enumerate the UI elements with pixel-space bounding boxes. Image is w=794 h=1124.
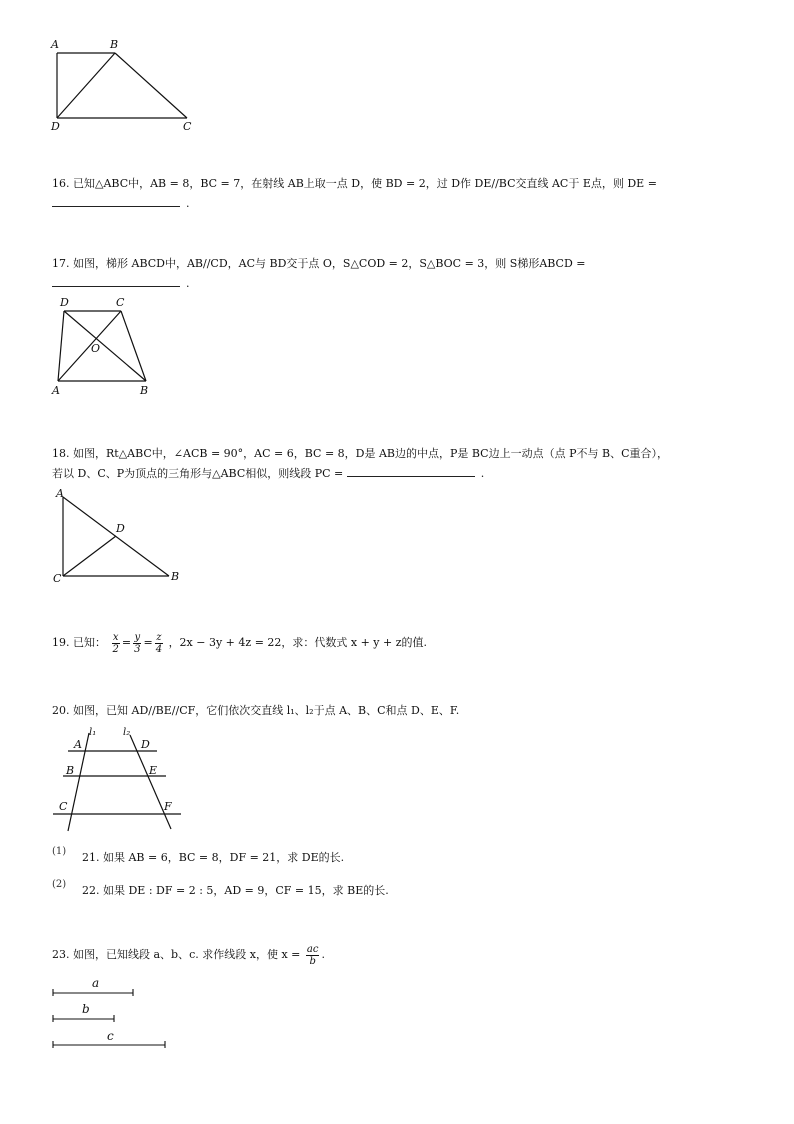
line-label-l1: l₁ [89, 727, 97, 738]
question-text: 已知△ABC中，AB = 8，BC = 7，在射线 AB上取一点 D，使 BD = 2，过 D作 DE//BC交直线 AC于 E点，则 DE = [73, 177, 657, 190]
point-label-o: O [91, 342, 101, 355]
question-number: 16. [52, 177, 70, 190]
question-19: 19. 已知： $\frac{x}{2}$ = $\frac{y}{3}$ = $\frac{z}{4}$ ，2x − 3y + 4z = 22，求：代数式 x + y + z的值. [52, 631, 428, 655]
fraction-y-3: $\frac{y}{3}$ [134, 631, 141, 655]
segment-label-b: b [82, 1002, 90, 1016]
point-label-c: C [116, 296, 125, 309]
question-text: 若以 D、C、P为顶点的三角形与△ABC相似，则线段 PC = [52, 467, 344, 480]
segment-label-c: c [107, 1029, 114, 1043]
question-18-line2: 若以 D、C、P为顶点的三角形与△ABC相似，则线段 PC = . [52, 467, 485, 480]
question-text: ，2x − 3y + 4z = 22，求：代数式 x + y + z的值. [168, 636, 428, 649]
answer-blank[interactable] [347, 466, 475, 477]
question-text: 21. 如果 AB = 6，BC = 8，DF = 21，求 DE的长. [82, 851, 345, 864]
question-text: 如图，已知 AD//BE//CF，它们依次交直线 l₁、l₂于点 A、B、C和点 D、E、F. [73, 704, 460, 717]
point-label-b: B [171, 570, 180, 583]
sub-question-22 [82, 883, 389, 899]
point-label-a: A [52, 384, 60, 397]
question-17 [52, 256, 586, 272]
question-number: 20. [52, 704, 70, 717]
question-number: 19. [52, 636, 70, 649]
figure-q18-lines [63, 497, 169, 576]
point-label-e: E [149, 764, 158, 777]
question-number: 18. [52, 447, 70, 460]
point-label-a: A [74, 738, 82, 751]
question-text: 如图，Rt△ABC中，∠ACB = 90°，AC = 6，BC = 8，D是 AB边的中点，P是 BC边上一动点（点 P不与 B、C重合）， [73, 447, 668, 460]
point-label-a: A [51, 38, 59, 51]
question-16 [52, 176, 657, 192]
point-label-d: D [141, 738, 150, 751]
answer-blank[interactable] [52, 276, 180, 287]
question-20 [52, 703, 459, 719]
point-label-b: B [140, 384, 149, 397]
fraction-x-2: $\frac{x}{2}$ [112, 631, 119, 655]
point-label-d: D [116, 522, 125, 535]
question-text: 如图，已知线段 a、b、c. 求作线段 x，使 x = [73, 948, 301, 961]
figure-q15-lines [57, 53, 187, 118]
answer-line-16: . [52, 196, 190, 212]
sub-question-tag-2: (2) [52, 879, 67, 890]
point-label-a: A [56, 487, 64, 500]
point-label-d: D [51, 120, 60, 133]
question-text: 如图，梯形 ABCD中，AB//CD，AC与 BD交于点 O，S△COD = 2，S△BOC = 3，则 S梯形ABCD = [73, 257, 586, 270]
fraction-z-4: $\frac{z}{4}$ [155, 631, 163, 655]
point-label-c: C [183, 120, 192, 133]
line-label-l2: l₂ [123, 727, 131, 738]
answer-line-17: . [52, 276, 190, 292]
segment-label-a: a [92, 976, 100, 990]
point-label-b: B [110, 38, 119, 51]
question-23: 23. 如图，已知线段 a、b、c. 求作线段 x，使 x = $\frac{ac}{b}$ . [52, 943, 325, 967]
point-label-c: C [53, 572, 62, 585]
point-label-b: B [66, 764, 75, 777]
question-text: 22. 如果 DE : DF = 2 : 5，AD = 9，CF = 15，求 BE的长. [82, 884, 389, 897]
point-label-f: F [164, 800, 172, 813]
point-label-c: C [59, 800, 68, 813]
question-number: 23. [52, 948, 70, 961]
point-label-d: D [60, 296, 69, 309]
fraction-ac-b: $\frac{ac}{b}$ [306, 943, 319, 967]
sub-question-21 [82, 850, 344, 866]
question-number: 17. [52, 257, 70, 270]
figure-q20-lines [53, 733, 181, 831]
figure-q17-lines [58, 311, 146, 381]
question-text: 已知： [73, 636, 106, 649]
question-18 [52, 446, 668, 462]
answer-blank[interactable] [52, 196, 180, 207]
sub-question-tag-1: (1) [52, 846, 67, 857]
